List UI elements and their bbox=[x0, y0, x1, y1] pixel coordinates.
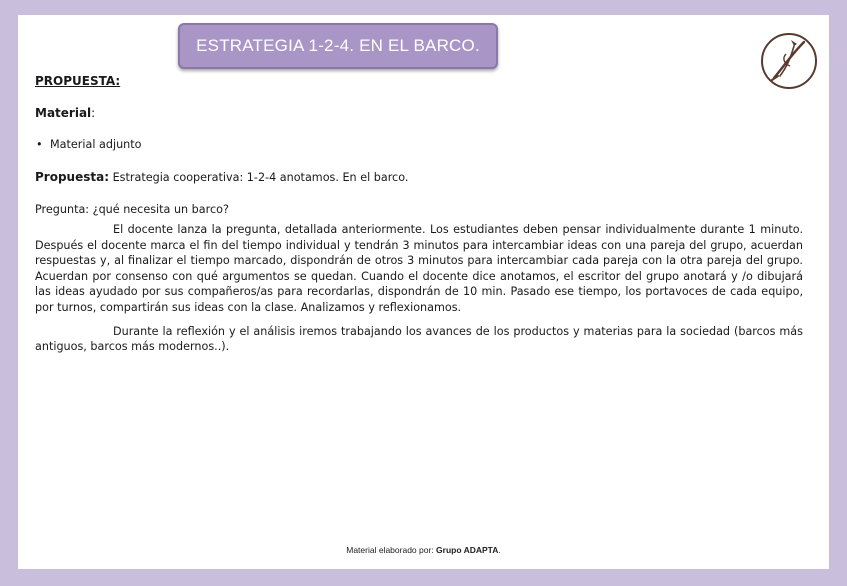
footer-suffix: . bbox=[498, 545, 501, 555]
material-heading bbox=[35, 105, 803, 121]
propuesta-line bbox=[35, 169, 803, 186]
banner-title: ESTRATEGIA 1-2-4. EN EL BARCO. bbox=[196, 36, 480, 55]
propuesta-text: Estrategia cooperativa: 1-2-4 anotamos. En el barco. bbox=[112, 171, 409, 184]
footer-credit bbox=[0, 545, 847, 555]
material-heading-colon: : bbox=[91, 106, 96, 120]
document-page bbox=[18, 15, 829, 569]
material-item-text: Material adjunto bbox=[50, 138, 142, 151]
material-list-item bbox=[35, 137, 803, 153]
propuesta-label: Propuesta: bbox=[35, 170, 110, 184]
title-banner bbox=[178, 23, 498, 69]
document-content bbox=[35, 73, 803, 355]
footer-group: Grupo ADAPTA bbox=[436, 545, 499, 555]
paragraph-procedure: El docente lanza la pregunta, detallada anteriormente. Los estudiantes deben pensar individualmente durante 1 minuto. Después el docente marca el fin del tiempo individual y tendrán 3 minutos para intercambiar ideas con una pareja del grupo, acuerdan respuestas y, al finalizar el tiempo marcado, dispondrán de otros 3 minutos para intercambiar cada pareja con la otra pareja del grupo. Acuerdan por consenso con qué argumentos se quedan. Cuando el docente dice anotamos, el escritor del grupo anotará y /o dibujará las ideas ayudado por sus compañeros/as para recordarlas, dispondrán de 10 min. Pasado ese tiempo, los portavoces de cada equipo, por turnos, compartirán sus ideas con la clase. Analizamos y reflexionamos. bbox=[35, 223, 803, 314]
propuesta-heading: PROPUESTA: bbox=[35, 74, 121, 88]
footer-prefix: Material elaborado por: bbox=[346, 545, 437, 555]
bullet-symbol: • bbox=[36, 138, 43, 151]
paragraph-reflection: Durante la reflexión y el análisis iremos trabajando los avances de los productos y materias para la sociedad (barcos más antiguos, barcos más modernos..). bbox=[35, 324, 803, 354]
material-heading-text: Material bbox=[35, 106, 92, 120]
question-text: Pregunta: ¿qué necesita un barco? bbox=[35, 203, 229, 216]
